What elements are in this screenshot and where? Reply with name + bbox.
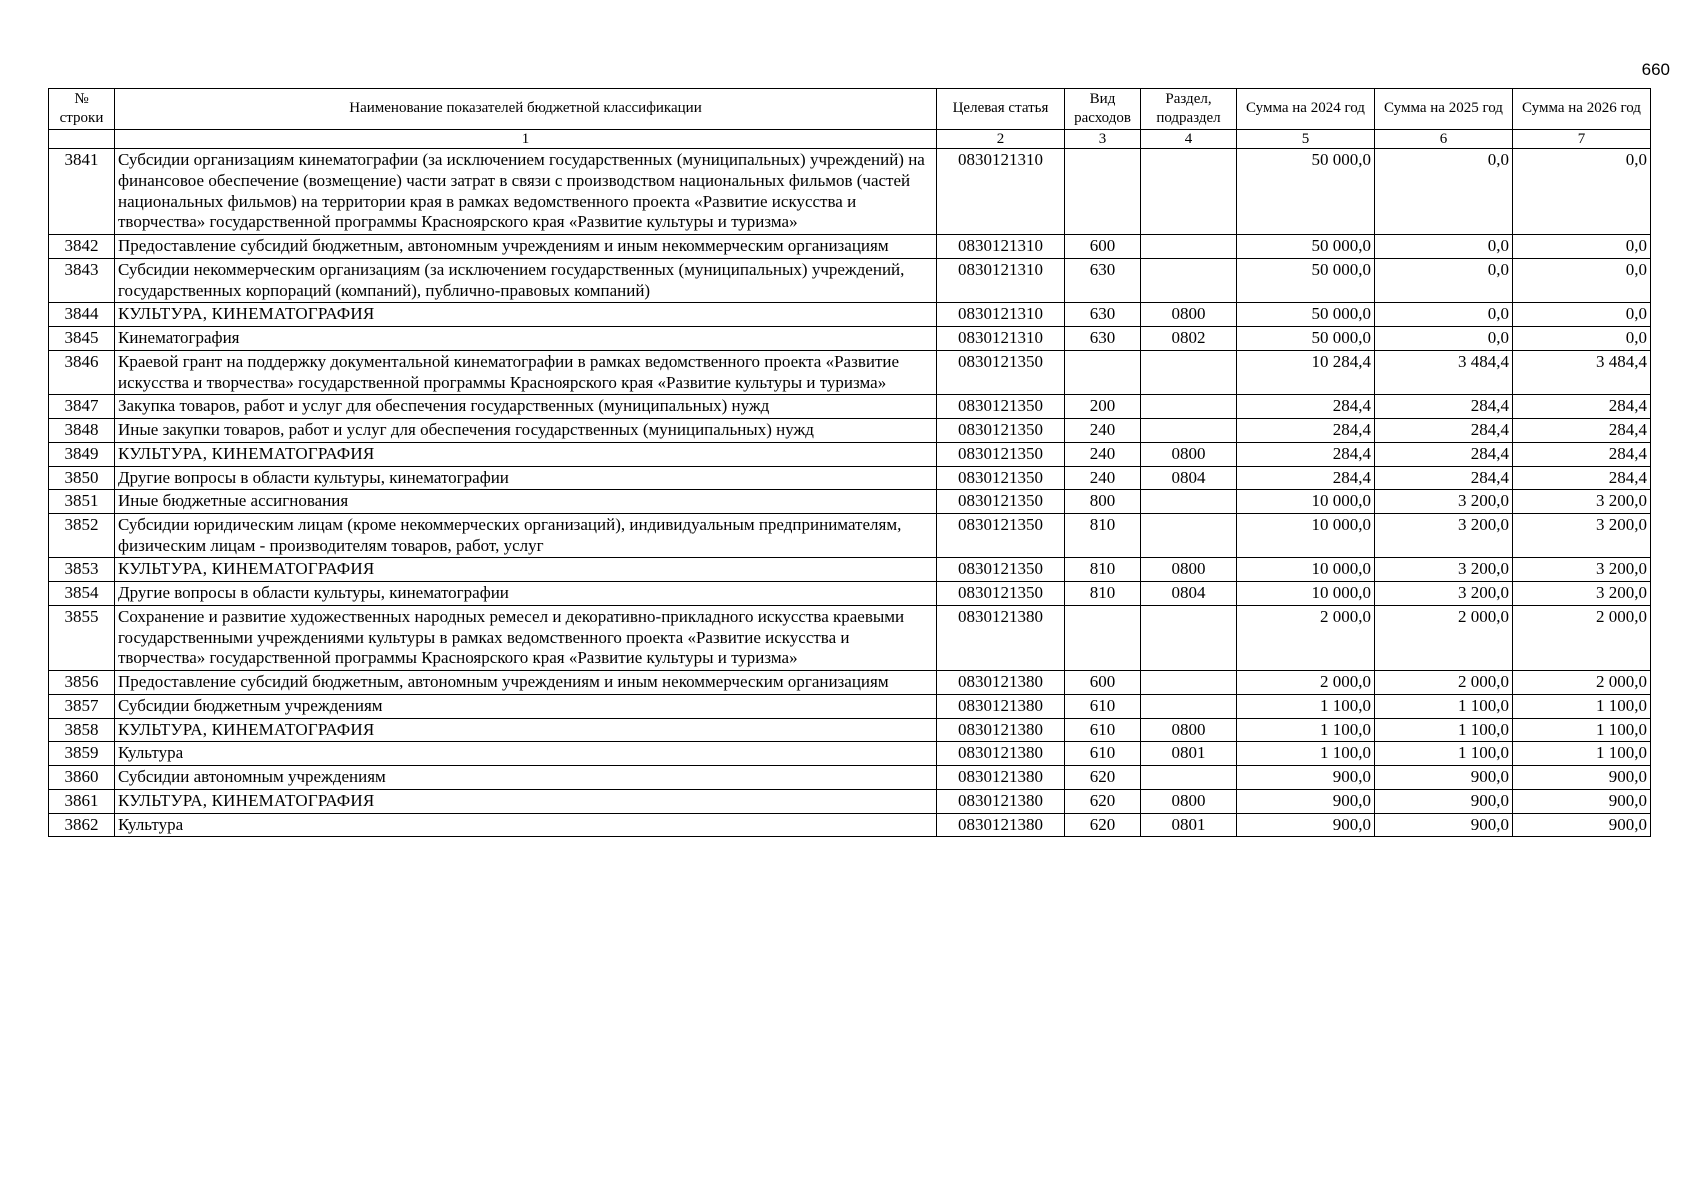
sum-2026-cell: 1 100,0 [1513,694,1651,718]
row-name-cell: Иные бюджетные ассигнования [115,490,937,514]
target-article-cell: 0830121380 [937,813,1065,837]
row-name-cell: КУЛЬТУРА, КИНЕМАТОГРАФИЯ [115,442,937,466]
row-name-cell: Закупка товаров, работ и услуг для обеспечения государственных (муниципальных) нужд [115,395,937,419]
section-cell [1141,350,1237,394]
sum-2024-cell: 10 000,0 [1237,514,1375,558]
sum-2026-cell: 900,0 [1513,813,1651,837]
row-number-cell: 3841 [49,149,115,235]
table-row [49,514,1651,558]
target-article-cell: 0830121380 [937,605,1065,670]
sum-2026-cell: 3 200,0 [1513,514,1651,558]
header-row-no: № строки [49,89,115,130]
row-name-cell: Кинематография [115,327,937,351]
target-article-cell: 0830121380 [937,718,1065,742]
sum-2025-cell: 0,0 [1375,149,1513,235]
section-cell [1141,605,1237,670]
sum-2025-cell: 284,4 [1375,442,1513,466]
row-name-cell: Предоставление субсидий бюджетным, автономным учреждениям и иным некоммерческим организациям [115,671,937,695]
sum-2025-cell: 3 200,0 [1375,514,1513,558]
section-cell: 0802 [1141,327,1237,351]
row-name-cell: Субсидии бюджетным учреждениям [115,694,937,718]
expense-type-cell: 610 [1065,718,1141,742]
table-row [49,149,1651,235]
row-name-cell: КУЛЬТУРА, КИНЕМАТОГРАФИЯ [115,558,937,582]
sum-2026-cell: 900,0 [1513,789,1651,813]
sum-2026-cell: 3 484,4 [1513,350,1651,394]
sum-2024-cell: 10 000,0 [1237,558,1375,582]
target-article-cell: 0830121350 [937,558,1065,582]
section-cell: 0800 [1141,442,1237,466]
table-row [49,303,1651,327]
row-number-cell: 3857 [49,694,115,718]
sum-2025-cell: 3 484,4 [1375,350,1513,394]
table-row [49,350,1651,394]
sum-2026-cell: 284,4 [1513,395,1651,419]
sum-2025-cell: 0,0 [1375,235,1513,259]
sum-2025-cell: 0,0 [1375,258,1513,302]
table-body [49,149,1651,837]
sum-2024-cell: 900,0 [1237,766,1375,790]
sum-2024-cell: 1 100,0 [1237,694,1375,718]
sum-2025-cell: 2 000,0 [1375,605,1513,670]
row-number-cell: 3852 [49,514,115,558]
column-number: 4 [1141,129,1237,149]
sum-2025-cell: 0,0 [1375,327,1513,351]
header-name: Наименование показателей бюджетной классификации [115,89,937,130]
expense-type-cell: 630 [1065,258,1141,302]
sum-2024-cell: 1 100,0 [1237,718,1375,742]
target-article-cell: 0830121310 [937,303,1065,327]
header-sum-2024: Сумма на 2024 год [1237,89,1375,130]
section-cell: 0804 [1141,466,1237,490]
row-number-cell: 3855 [49,605,115,670]
sum-2026-cell: 284,4 [1513,442,1651,466]
sum-2024-cell: 10 284,4 [1237,350,1375,394]
target-article-cell: 0830121310 [937,258,1065,302]
section-cell: 0801 [1141,813,1237,837]
target-article-cell: 0830121350 [937,514,1065,558]
sum-2024-cell: 900,0 [1237,789,1375,813]
table-row [49,605,1651,670]
target-article-cell: 0830121350 [937,582,1065,606]
sum-2024-cell: 10 000,0 [1237,490,1375,514]
row-number-cell: 3846 [49,350,115,394]
row-number-cell: 3842 [49,235,115,259]
target-article-cell: 0830121310 [937,235,1065,259]
expense-type-cell: 620 [1065,766,1141,790]
table-row [49,466,1651,490]
sum-2025-cell: 1 100,0 [1375,694,1513,718]
expense-type-cell: 630 [1065,303,1141,327]
sum-2026-cell: 3 200,0 [1513,490,1651,514]
table-row [49,395,1651,419]
sum-2024-cell: 284,4 [1237,442,1375,466]
sum-2024-cell: 50 000,0 [1237,258,1375,302]
sum-2026-cell: 1 100,0 [1513,742,1651,766]
expense-type-cell: 620 [1065,789,1141,813]
header-sum-2025: Сумма на 2025 год [1375,89,1513,130]
sum-2024-cell: 2 000,0 [1237,671,1375,695]
sum-2026-cell: 2 000,0 [1513,605,1651,670]
sum-2026-cell: 1 100,0 [1513,718,1651,742]
sum-2024-cell: 50 000,0 [1237,303,1375,327]
target-article-cell: 0830121350 [937,466,1065,490]
sum-2025-cell: 284,4 [1375,395,1513,419]
sum-2026-cell: 2 000,0 [1513,671,1651,695]
target-article-cell: 0830121310 [937,149,1065,235]
row-number-cell: 3861 [49,789,115,813]
row-number-cell: 3859 [49,742,115,766]
row-name-cell: Субсидии некоммерческим организациям (за исключением государственных (муниципальных) учреждений, государственных корпораций (компаний), публично-правовых компаний) [115,258,937,302]
sum-2026-cell: 900,0 [1513,766,1651,790]
sum-2024-cell: 284,4 [1237,466,1375,490]
header-target: Целевая статья [937,89,1065,130]
header-expense-type: Вид расходов [1065,89,1141,130]
sum-2025-cell: 1 100,0 [1375,718,1513,742]
section-cell [1141,258,1237,302]
row-name-cell: КУЛЬТУРА, КИНЕМАТОГРАФИЯ [115,789,937,813]
table-row [49,718,1651,742]
table-row [49,742,1651,766]
row-name-cell: Субсидии автономным учреждениям [115,766,937,790]
expense-type-cell: 800 [1065,490,1141,514]
target-article-cell: 0830121380 [937,671,1065,695]
row-name-cell: Краевой грант на поддержку документальной кинематографии в рамках ведомственного проекта «Развитие искусства и творчества» государственной программы Красноярского края «Развитие культуры и туризма» [115,350,937,394]
sum-2024-cell: 10 000,0 [1237,582,1375,606]
target-article-cell: 0830121380 [937,742,1065,766]
table-row [49,694,1651,718]
section-cell [1141,235,1237,259]
section-cell [1141,419,1237,443]
row-name-cell: Субсидии юридическим лицам (кроме некоммерческих организаций), индивидуальным предпринимателям, физическим лицам - производителям товаров, работ, услуг [115,514,937,558]
sum-2024-cell: 50 000,0 [1237,149,1375,235]
expense-type-cell: 240 [1065,419,1141,443]
sum-2025-cell: 3 200,0 [1375,558,1513,582]
section-cell: 0800 [1141,303,1237,327]
sum-2024-cell: 284,4 [1237,395,1375,419]
budget-table [48,88,1651,837]
row-number-cell: 3847 [49,395,115,419]
sum-2025-cell: 284,4 [1375,419,1513,443]
table-row [49,490,1651,514]
expense-type-cell: 810 [1065,582,1141,606]
row-name-cell: Иные закупки товаров, работ и услуг для обеспечения государственных (муниципальных) нужд [115,419,937,443]
expense-type-cell [1065,149,1141,235]
target-article-cell: 0830121380 [937,766,1065,790]
row-number-cell: 3848 [49,419,115,443]
row-name-cell: Предоставление субсидий бюджетным, автономным учреждениям и иным некоммерческим организациям [115,235,937,259]
column-number-empty [49,129,115,149]
table-row [49,258,1651,302]
row-number-cell: 3843 [49,258,115,302]
sum-2026-cell: 0,0 [1513,149,1651,235]
sum-2024-cell: 284,4 [1237,419,1375,443]
section-cell [1141,514,1237,558]
sum-2026-cell: 0,0 [1513,235,1651,259]
target-article-cell: 0830121380 [937,789,1065,813]
sum-2026-cell: 3 200,0 [1513,558,1651,582]
row-number-cell: 3845 [49,327,115,351]
header-row [49,89,1651,130]
row-number-cell: 3844 [49,303,115,327]
column-number: 2 [937,129,1065,149]
sum-2025-cell: 1 100,0 [1375,742,1513,766]
sum-2025-cell: 900,0 [1375,813,1513,837]
target-article-cell: 0830121350 [937,350,1065,394]
table-row [49,442,1651,466]
row-name-cell: Сохранение и развитие художественных народных ремесел и декоративно-прикладного искусства краевыми государственными учреждениями культуры в рамках ведомственного проекта «Развитие искусства и творчества» государственной программы Красноярского края «Развитие культуры и туризма» [115,605,937,670]
sum-2026-cell: 284,4 [1513,466,1651,490]
row-number-cell: 3862 [49,813,115,837]
sum-2025-cell: 284,4 [1375,466,1513,490]
row-name-cell: КУЛЬТУРА, КИНЕМАТОГРАФИЯ [115,303,937,327]
column-number: 7 [1513,129,1651,149]
expense-type-cell: 810 [1065,514,1141,558]
table-row [49,671,1651,695]
expense-type-cell: 600 [1065,235,1141,259]
section-cell [1141,149,1237,235]
column-number: 5 [1237,129,1375,149]
target-article-cell: 0830121310 [937,327,1065,351]
section-cell: 0800 [1141,718,1237,742]
sum-2026-cell: 0,0 [1513,258,1651,302]
sum-2024-cell: 50 000,0 [1237,235,1375,259]
row-number-cell: 3853 [49,558,115,582]
section-cell [1141,490,1237,514]
expense-type-cell [1065,605,1141,670]
sum-2025-cell: 900,0 [1375,766,1513,790]
section-cell: 0800 [1141,558,1237,582]
row-name-cell: Субсидии организациям кинематографии (за исключением государственных (муниципальных) учреждений) на финансовое обеспечение (возмещение) части затрат в связи с производством национальных фильмов (частей национальных фильмов) на территории края в рамках ведомственного проекта «Развитие искусства и творчества» государственной программы Красноярского края «Развитие культуры и туризма» [115,149,937,235]
expense-type-cell: 810 [1065,558,1141,582]
column-number: 6 [1375,129,1513,149]
target-article-cell: 0830121350 [937,442,1065,466]
sum-2025-cell: 900,0 [1375,789,1513,813]
row-name-cell: Другие вопросы в области культуры, кинематографии [115,582,937,606]
expense-type-cell: 630 [1065,327,1141,351]
expense-type-cell: 240 [1065,442,1141,466]
column-number: 1 [115,129,937,149]
column-numbers-row [49,129,1651,149]
table-row [49,766,1651,790]
row-number-cell: 3854 [49,582,115,606]
expense-type-cell [1065,350,1141,394]
sum-2025-cell: 3 200,0 [1375,582,1513,606]
sum-2026-cell: 3 200,0 [1513,582,1651,606]
sum-2025-cell: 3 200,0 [1375,490,1513,514]
table-row [49,582,1651,606]
table-row [49,789,1651,813]
table-row [49,419,1651,443]
sum-2025-cell: 0,0 [1375,303,1513,327]
expense-type-cell: 610 [1065,742,1141,766]
sum-2024-cell: 900,0 [1237,813,1375,837]
row-name-cell: КУЛЬТУРА, КИНЕМАТОГРАФИЯ [115,718,937,742]
section-cell [1141,395,1237,419]
table-row [49,813,1651,837]
table-row [49,558,1651,582]
row-name-cell: Культура [115,813,937,837]
column-number: 3 [1065,129,1141,149]
sum-2026-cell: 0,0 [1513,303,1651,327]
row-number-cell: 3856 [49,671,115,695]
expense-type-cell: 610 [1065,694,1141,718]
row-number-cell: 3851 [49,490,115,514]
header-section: Раздел, подраздел [1141,89,1237,130]
section-cell [1141,671,1237,695]
sum-2024-cell: 50 000,0 [1237,327,1375,351]
row-name-cell: Культура [115,742,937,766]
expense-type-cell: 200 [1065,395,1141,419]
row-number-cell: 3860 [49,766,115,790]
expense-type-cell: 240 [1065,466,1141,490]
header-sum-2026: Сумма на 2026 год [1513,89,1651,130]
target-article-cell: 0830121350 [937,419,1065,443]
section-cell [1141,766,1237,790]
expense-type-cell: 620 [1065,813,1141,837]
section-cell: 0801 [1141,742,1237,766]
page-number: 660 [1641,60,1670,79]
sum-2024-cell: 2 000,0 [1237,605,1375,670]
section-cell: 0804 [1141,582,1237,606]
sum-2026-cell: 0,0 [1513,327,1651,351]
table-row [49,327,1651,351]
section-cell [1141,694,1237,718]
target-article-cell: 0830121380 [937,694,1065,718]
target-article-cell: 0830121350 [937,395,1065,419]
sum-2025-cell: 2 000,0 [1375,671,1513,695]
sum-2024-cell: 1 100,0 [1237,742,1375,766]
sum-2026-cell: 284,4 [1513,419,1651,443]
row-name-cell: Другие вопросы в области культуры, кинематографии [115,466,937,490]
table-row [49,235,1651,259]
row-number-cell: 3858 [49,718,115,742]
row-number-cell: 3850 [49,466,115,490]
row-number-cell: 3849 [49,442,115,466]
expense-type-cell: 600 [1065,671,1141,695]
section-cell: 0800 [1141,789,1237,813]
target-article-cell: 0830121350 [937,490,1065,514]
